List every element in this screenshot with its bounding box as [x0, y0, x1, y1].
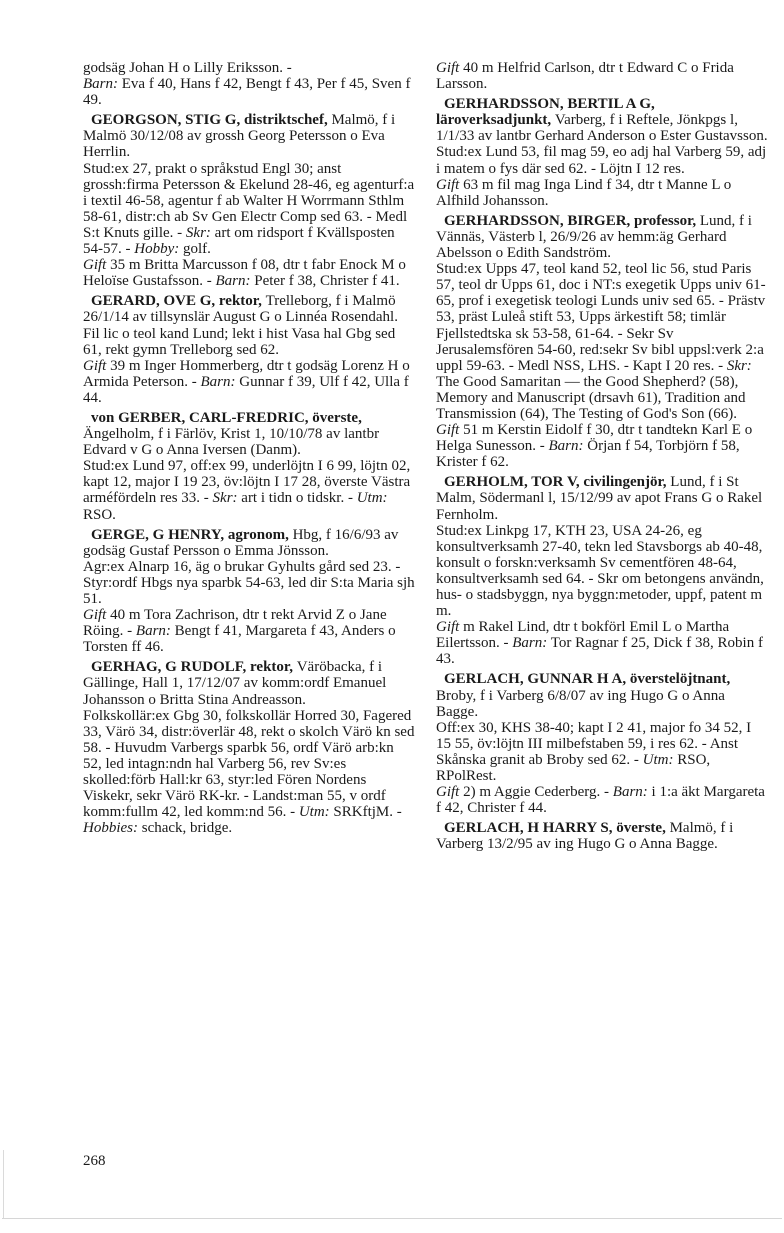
entry-paragraph: Stud:ex 27, prakt o språkstud Engl 30; anst grossh:firma Petersson & Ekelund 28-46, eg agenturf:a i textil 46-58, agentur f ab Walter H Worrmann Sthlm 58-61, distr:ch ab Sv Gen Electr Comp sed 63. - Medl S:t Knuts gille. - Skr: art om ridsport f Kvällsposten 54-57. - Hobby: golf.	[83, 160, 415, 258]
entry-paragraph: GERHARDSSON, BIRGER, professor, Lund, f i Vännäs, Västerb l, 26/9/26 av hemm:äg Gerhard Abelsson o Edith Sandström.	[436, 212, 752, 262]
page-number: 268	[83, 1153, 106, 1169]
entry-heading: GERHAG, G RUDOLF, rektor,	[91, 659, 297, 676]
entry-paragraph: Agr:ex Alnarp 16, äg o brukar Gyhults gård sed 23. - Styr:ordf Hbgs nya sparbk 54-63, led dir S:ta Maria sjh 51.	[83, 558, 415, 607]
entry-paragraph: GERLACH, GUNNAR H A, överstelöjtnant, Broby, f i Varberg 6/8/07 av ing Hugo G o Anna Bagge.	[436, 671, 731, 720]
scan-edge-line	[2, 1218, 782, 1219]
entry-paragraph: GEORGSON, STIG G, distriktschef, Malmö, f i Malmö 30/12/08 av grossh Georg Petersson o Eva Herrlin.	[83, 112, 396, 161]
entry-paragraph: Barn: Eva f 40, Hans f 42, Bengt f 43, Per f 45, Sven f 49.	[83, 76, 411, 109]
entry-paragraph: Gift 39 m Inger Hommerberg, dtr t godsäg Lorenz H o Armida Peterson. - Barn: Gunnar f 39, Ulf f 42, Ulla f 44.	[83, 357, 410, 406]
entry-heading: GEORGSON, STIG G, distriktschef,	[91, 112, 332, 129]
entry-paragraph: GERHOLM, TOR V, civilingenjör, Lund, f i St Malm, Södermanl l, 15/12/99 av apot Frans G o Rakel Fernholm.	[436, 474, 763, 523]
entry-paragraph: Gift m Rakel Lind, dtr t bokförl Emil L o Martha Eilertsson. - Barn: Tor Ragnar f 25, Dick f 38, Robin f 43.	[436, 619, 763, 668]
entry-paragraph: godsäg Johan H o Lilly Eriksson. -	[83, 60, 292, 76]
biography-entry	[436, 820, 769, 852]
entry-paragraph: Gift 35 m Britta Marcusson f 08, dtr t fabr Enock M o Heloïse Gustafsson. - Barn: Peter f 38, Christer f 41.	[83, 257, 406, 290]
entry-paragraph: von GERBER, CARL-FREDRIC, överste, Ängelholm, f i Färlöv, Krist 1, 10/10/78 av lantbr Edvard v G o Anna Iversen (Danm).	[83, 409, 380, 459]
entry-paragraph: Gift 40 m Helfrid Carlson, dtr t Edward C o Frida Larsson.	[436, 60, 734, 93]
entry-heading: GERGE, G HENRY, agronom,	[91, 526, 293, 543]
biography-entry	[83, 293, 416, 406]
entry-paragraph: Off:ex 30, KHS 38-40; kapt I 2 41, major fo 34 52, I 15 55, öv:löjtn III milbefstaben 59, i res 62. - Anst Skånska granit ab Broby sed 62. - Utm: RSO, RPolRest.	[436, 719, 752, 785]
biography-entry	[83, 112, 416, 289]
biography-entry	[436, 474, 769, 667]
entry-paragraph: Stud:ex Linkpg 17, KTH 23, USA 24-26, eg konsultverksamh 27-40, tekn led Stavsborgs ab 40-48, konsult o forskn:verksamh Sv cementfören 48-64, konsultverksamh sed 64. - Skr om betongens användn, hus- o stadsbyggn, nya byggn:metoder, uppf, patent m m.	[436, 522, 764, 620]
entry-paragraph: Gift 40 m Tora Zachrison, dtr t rekt Arvid Z o Jane Röing. - Barn: Bengt f 41, Margareta f 43, Anders o Torsten ff 46.	[83, 607, 396, 656]
biography-entry	[83, 410, 416, 523]
entry-paragraph: Stud:ex Upps 47, teol kand 52, teol lic 56, stud Paris 57, teol dr Upps 61, doc i NT:s exegetik Upps univ 61-65, prof i exegetisk teologi Lunds univ sed 65. - Prästv 53, präst Luleå stift 53, Upps ärkestift 58; timlär Fjellstedtska sk 53-58, 61-64. - Sekr Sv Jerusalemsfören 54-60, red:sekr Sv bibl uppsl:verk 2:a uppl 59-63. - Medl NSS, LHS. - Kapt I 20 res. - Skr: The Good Samaritan — the Good Shepherd? (58), Memory and Manuscript (drsavh 61), Tradition and Transmission (64), The Testing of God's Son (66).	[436, 261, 766, 422]
entry-paragraph: GERHARDSSON, BERTIL A G, läroverksadjunkt, Varberg, f i Reftele, Jönkpgs l, 1/1/33 av lantbr Gerhard Anderson o Ester Gustavsson.	[436, 96, 768, 145]
entry-paragraph: Stud:ex Lund 53, fil mag 59, eo adj hal Varberg 59, adj i matem o fys där sed 62. - Löjtn I 12 res.	[436, 144, 767, 177]
scan-edge-line-vertical	[3, 1150, 4, 1218]
entry-paragraph: Fil lic o teol kand Lund; lekt i hist Vasa hal Gbg sed 61, rekt gymn Trelleborg sed 62.	[83, 325, 396, 358]
entry-paragraph: Gift 51 m Kerstin Eidolf f 30, dtr t tandtekn Karl E o Helga Sunesson. - Barn: Örjan f 54, Torbjörn f 58, Krister f 62.	[436, 422, 753, 471]
entry-paragraph: GERLACH, H HARRY S, överste, Malmö, f i Varberg 13/2/95 av ing Hugo G o Anna Bagge.	[436, 820, 734, 853]
biography-entry	[436, 213, 769, 471]
entry-heading: GERARD, OVE G, rektor,	[91, 293, 266, 310]
entry-paragraph: GERHAG, G RUDOLF, rektor, Väröbacka, f i Gällinge, Hall 1, 17/12/07 av komm:ordf Emanuel Johansson o Britta Stina Andreasson.	[83, 659, 387, 708]
entry-paragraph: GERARD, OVE G, rektor, Trelleborg, f i Malmö 26/1/14 av tillsynslär August G o Linnéa Rosendahl.	[83, 293, 398, 326]
entry-paragraph: Folkskollär:ex Gbg 30, folkskollär Horred 30, Fagered 33, Värö 34, distr:överlär 48, rekt o skolch Värö kn sed 58. - Huvudm Varbergs sparbk 56, ordf Värö arb:kn 52, led intagn:ndn hal Varberg 56, rev Sv:es skolled:förb Hall:kr 63, styr:led Fören Nordens Viskekr, sekr Värö RK-kr. - Landst:man 55, v ordf komm:fullm 42, led komm:nd 56. - Utm: SRKftjM. - Hobbies: schack, bridge.	[83, 707, 415, 837]
entry-paragraph: Stud:ex Lund 97, off:ex 99, underlöjtn I 6 99, löjtn 02, kapt 12, major I 19 23, öv:löjtn I 17 28, överste Västra arméfördeln res 33. - Skr: art i tidn o tidskr. - Utm: RSO.	[83, 458, 411, 523]
biography-entry	[436, 671, 769, 816]
biography-entry	[83, 659, 416, 836]
entry-paragraph: GERGE, G HENRY, agronom, Hbg, f 16/6/93 av godsäg Gustaf Persson o Emma Jönsson.	[83, 526, 399, 559]
entry-heading: GERHOLM, TOR V, civilingenjör,	[444, 474, 671, 491]
entry-heading: GERHARDSSON, BIRGER, professor,	[444, 212, 700, 229]
left-column	[83, 60, 416, 840]
biography-entry	[83, 527, 416, 656]
entry-heading: GERHARDSSON, BERTIL A G, läroverksadjunkt,	[436, 96, 655, 129]
biography-entry	[436, 60, 769, 92]
right-column	[436, 60, 769, 857]
biography-entry	[83, 60, 416, 108]
entry-heading: GERLACH, H HARRY S, överste,	[444, 820, 670, 837]
entry-paragraph: Gift 63 m fil mag Inga Lind f 34, dtr t Manne L o Alfhild Johansson.	[436, 176, 732, 209]
biography-entry	[436, 96, 769, 209]
entry-heading: von GERBER, CARL-FREDRIC, överste,	[91, 409, 362, 426]
entry-heading: GERLACH, GUNNAR H A, överstelöjtnant,	[444, 671, 731, 688]
entry-paragraph: Gift 2) m Aggie Cederberg. - Barn: i 1:a äkt Margareta f 42, Christer f 44.	[436, 784, 765, 817]
